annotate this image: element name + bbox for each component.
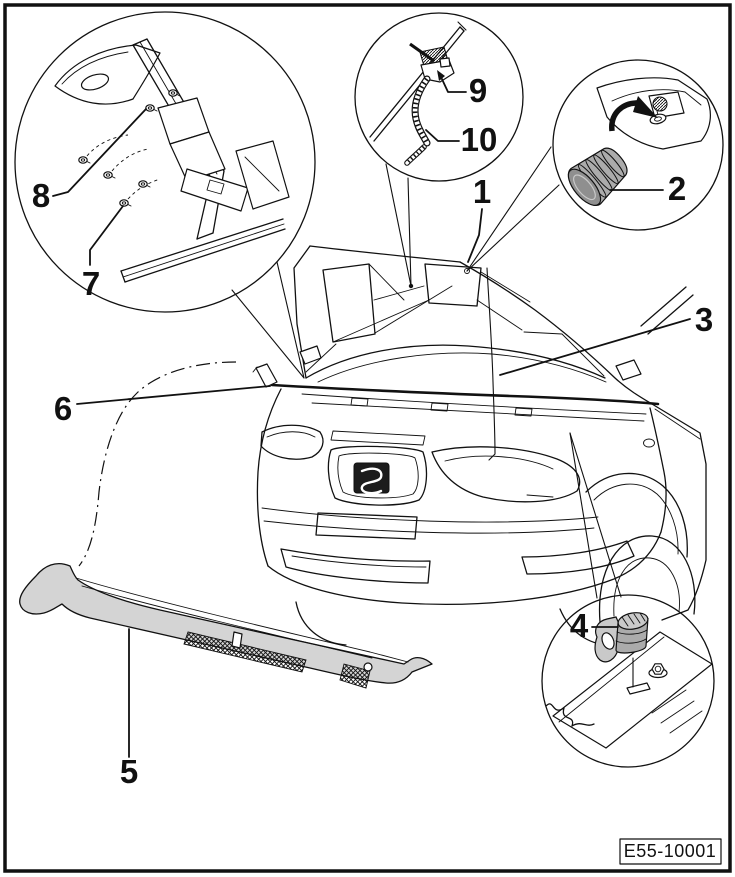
- callout-5: [120, 629, 138, 790]
- hood-inner-cutout-right: [425, 264, 481, 306]
- connector-nozzle-a: [386, 164, 411, 286]
- connector-stop-b: [570, 433, 621, 597]
- assembly-guide-lines: [87, 135, 160, 199]
- seal-strip-end: [256, 364, 277, 387]
- callout-10-leader: [426, 130, 459, 141]
- bolt-icon: [120, 200, 131, 206]
- stop-buffer: [616, 611, 649, 653]
- drawing-number-stamp: [620, 839, 721, 864]
- callout-9-label: 9: [468, 72, 488, 109]
- callout-4-label: 4: [569, 607, 589, 644]
- callout-6: [54, 386, 270, 427]
- cowl-fastener-hole: [364, 663, 372, 671]
- callout-7: [82, 206, 123, 302]
- connector-stop-a: [570, 433, 597, 598]
- hood-hinge-right: [616, 360, 641, 380]
- grille-slot: [331, 431, 425, 445]
- lower-intake-left: [281, 549, 430, 583]
- hood-inner-ribs: [306, 264, 604, 376]
- detail-circle-hinge: [15, 12, 315, 312]
- callout-1-leader: [468, 209, 482, 262]
- callout-8-leader: [53, 109, 146, 196]
- cowl-seal-strip: [272, 385, 658, 404]
- detail-circle-stop-buffer: [542, 595, 714, 767]
- bolt-icon: [79, 157, 90, 163]
- front-fascia: [257, 389, 666, 645]
- seat-logo: [354, 463, 389, 493]
- callout-1: [468, 173, 491, 262]
- callout-5-label: 5: [119, 753, 139, 790]
- callout-2-label: 2: [667, 170, 687, 207]
- washer-nozzle-location: [409, 284, 413, 288]
- detail-circle-washer-nozzle: [355, 13, 523, 181]
- buffer-stud: [653, 97, 667, 111]
- callout-1-label: 1: [472, 173, 492, 210]
- callout-8-label: 8: [31, 177, 51, 214]
- drawing-number-text: E55-10001: [623, 841, 717, 861]
- drain-hose: [487, 268, 495, 460]
- callout-7-label: 7: [81, 265, 101, 302]
- front-wheel-left-arc: [296, 602, 346, 645]
- hood-inner-cutout-left: [323, 264, 375, 342]
- callout-6-label: 6: [53, 390, 73, 427]
- callout-10: [426, 121, 497, 158]
- side-body: [527, 287, 706, 622]
- lower-intake-right: [522, 541, 634, 574]
- cowl-area: [253, 268, 658, 460]
- callout-6-leader: [77, 386, 270, 404]
- washer-hose: [407, 79, 427, 163]
- callout-7-leader: [90, 206, 123, 265]
- hex-nut: [652, 664, 664, 674]
- detail-circle-buffer: [553, 60, 723, 230]
- phantom-body-outline: [79, 362, 236, 566]
- plenum-chamber-cover: [20, 564, 432, 688]
- callout-9: [437, 70, 487, 109]
- car-front-view: [253, 246, 706, 645]
- callout-10-label: 10: [460, 121, 498, 158]
- headlight-left: [261, 425, 323, 459]
- hinge-detail-drawing: [55, 39, 289, 282]
- bolt-icon: [146, 105, 157, 111]
- door-panel: [652, 404, 706, 620]
- bolt-icon: [104, 172, 115, 178]
- bolt-icon: [139, 181, 150, 187]
- license-plate-recess: [316, 513, 417, 539]
- wheel-arch: [586, 473, 687, 557]
- page-border: [5, 5, 730, 871]
- side-repeater-lamp: [644, 439, 655, 447]
- connector-nozzle-b: [408, 178, 411, 286]
- callout-3: [500, 301, 713, 375]
- buffer-detail-drawing: [562, 78, 710, 212]
- headlight-right: [432, 447, 580, 502]
- lower-rail: [121, 219, 285, 282]
- callout-3-label: 3: [694, 301, 714, 338]
- open-hood: [294, 246, 652, 404]
- connector-hinge-b: [277, 262, 304, 378]
- hinge-bracket: [158, 98, 289, 211]
